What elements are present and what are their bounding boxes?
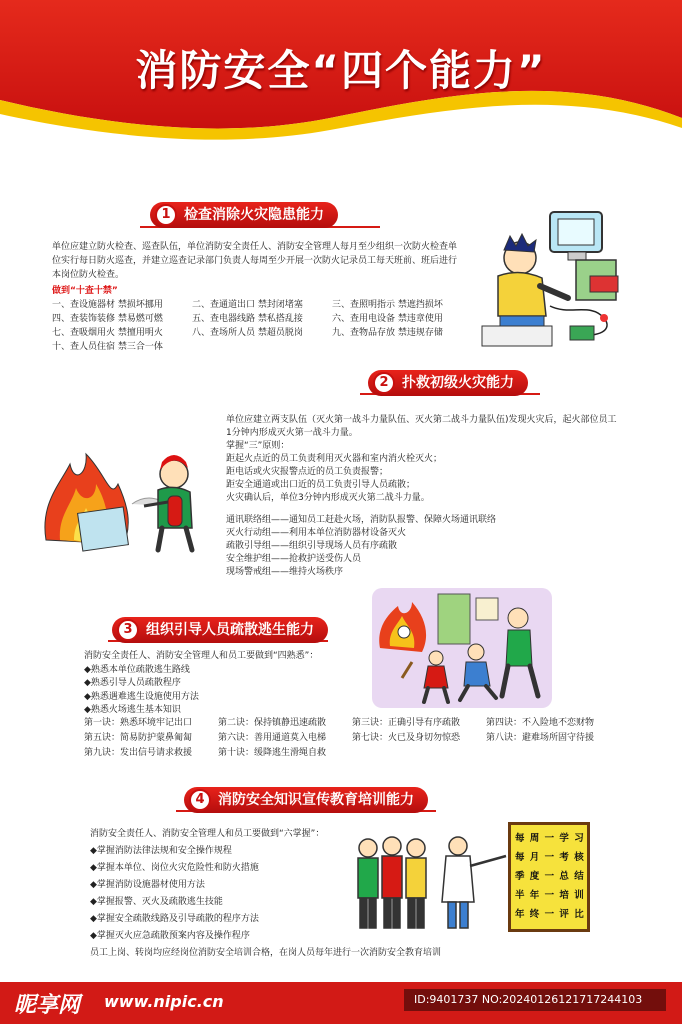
section-1-checklist (52, 298, 443, 354)
section-1-paragraph (52, 240, 457, 282)
section-2-paragraph (226, 414, 617, 505)
checklist-item: 二、查通道出口 禁封闭堵塞 (192, 300, 303, 310)
checklist-row (52, 326, 443, 340)
section-1-number: 1 (155, 204, 177, 226)
section-1-subhead: 做到“十查十禁” (52, 286, 118, 296)
group-line: 灭火行动组——利用本单位消防器材设备灭火 (226, 528, 407, 538)
paragraph-line: 距安全通道或出口近的员工负责引导人员疏散； (226, 480, 416, 490)
section-3-tips (84, 716, 594, 761)
tip-item: 第四诀：不入险地不恋财物 (486, 718, 595, 728)
training-illustration (350, 826, 510, 936)
section-1-title: 检查消除火灾隐患能力 (184, 207, 324, 223)
tip-item: 第七诀：火已及身切勿惊恐 (352, 733, 461, 743)
checklist-item: 八、查场所人员 禁超员脱岗 (192, 328, 303, 338)
bullet-item: ◆熟悉引导人员疏散程序 (84, 678, 181, 688)
tip-item: 第二诀：保持镇静迅速疏散 (218, 718, 327, 728)
section-3-title: 组织引导人员疏散逃生能力 (146, 622, 314, 638)
watermark-logo: 昵享网 (14, 993, 81, 1018)
group-line: 现场警戒组——维持火场秩序 (226, 567, 344, 577)
bullet-item: ◆熟悉本单位疏散逃生路线 (84, 664, 190, 675)
tip-item: 第六诀：善用通道莫入电梯 (218, 733, 327, 743)
section-1-heading (150, 202, 338, 228)
checklist-item: 四、查装饰装修 禁易燃可燃 (52, 314, 163, 324)
checklist-row (52, 298, 443, 312)
tips-row (84, 716, 594, 731)
section-4-heading (184, 787, 428, 813)
board-line: 每 周 一 学 习 (515, 833, 585, 844)
tip-item: 第九诀：发出信号请求救援 (84, 748, 193, 758)
tip-item: 第一诀：熟悉环境牢记出口 (84, 718, 193, 728)
group-line: 疏散引导组——组织引导现场人员有序疏散 (226, 541, 398, 551)
section-3-heading (112, 617, 328, 643)
training-board (508, 822, 590, 932)
bullet-item: ◆掌握本单位、岗位火灾危险性和防火措施 (90, 863, 259, 873)
tip-item: 第十诀：缓降逃生滑绳自救 (218, 748, 327, 758)
paragraph-line: 掌握“三”原则： (226, 441, 290, 451)
group-line: 通讯联络组——通知员工赶赴火场，消防队报警、保障火场通讯联络 (226, 515, 497, 525)
watermark-id: ID:9401737 NO:20240126121717244103 (404, 989, 666, 1011)
board-line: 季 度 一 总 结 (515, 871, 585, 882)
board-line: 年 终 一 评 比 (515, 909, 585, 920)
closing-line: 员工上岗、转岗均应经岗位消防安全培训合格，在岗人员每年进行一次消防安全教育培训 (90, 948, 442, 958)
board-line: 半 年 一 培 训 (515, 890, 585, 901)
section-2-title: 扑救初级火灾能力 (402, 375, 514, 391)
bullet-item: ◆熟悉遇难逃生设施使用方法 (84, 691, 199, 702)
intro-line: 消防安全责任人、消防安全管理人和员工要做到“六掌握”： (90, 829, 325, 839)
section-2-number: 2 (373, 372, 395, 394)
bullet-item: ◆掌握安全疏散线路及引导疏散的程序方法 (90, 914, 259, 924)
group-line: 安全维护组——抢救护送受伤人员 (226, 554, 362, 564)
tip-item: 第五诀：简易防护蒙鼻匍匐 (84, 733, 193, 743)
bullet-item: ◆掌握灭火应急疏散预案内容及操作程序 (90, 931, 250, 941)
section-4-number: 4 (189, 789, 211, 811)
paragraph-line: 位实行每日防火巡查，并建立巡查记录部门负责人每周至少开展一次防火记录员工每天班前、班后进行 (52, 256, 458, 266)
tips-row (84, 746, 594, 761)
section-2-heading (368, 370, 528, 396)
section-3-list (84, 650, 318, 718)
fire-extinguisher-illustration (40, 444, 220, 554)
checklist-item: 十、查人员住宿 禁三合一体 (52, 342, 163, 352)
page-title: 消防安全“四个能力” (135, 46, 547, 95)
paragraph-line: 本岗位防火检查。 (52, 270, 125, 280)
checklist-item: 七、查吸烟用火 禁擅用明火 (52, 328, 163, 338)
worker-computer-illustration (480, 206, 630, 356)
bullet-item: ◆掌握报警、灭火及疏散逃生技能 (90, 897, 223, 907)
intro-line: 消防安全责任人、消防安全管理人和员工要做到“四熟悉”： (84, 651, 319, 661)
bullet-item: ◆掌握消防法律法规和安全操作规程 (90, 846, 232, 856)
checklist-row (52, 340, 443, 354)
paragraph-line: 距电话或火灾报警点近的员工负责报警； (226, 467, 389, 477)
tips-row (84, 731, 594, 746)
tip-item: 第三诀：正确引导有序疏散 (352, 718, 461, 728)
checklist-item: 九、查物品存放 禁违规存储 (332, 328, 443, 338)
tip-item: 第八诀：避难场所固守待援 (486, 733, 595, 743)
board-line: 每 月 一 考 核 (515, 852, 585, 863)
evacuation-illustration (372, 588, 552, 708)
paragraph-line: 火灾确认后，单位3分钟内形成灭火第二战斗力量。 (226, 493, 430, 503)
paragraph-line: 单位应建立两支队伍（灭火第一战斗力量队伍、灭火第二战斗力量队伍)发现火灾后，起火部位员工 (226, 415, 617, 425)
header-banner (0, 0, 682, 150)
checklist-item: 一、查设施器材 禁损坏挪用 (52, 300, 163, 310)
watermark-url[interactable]: www.nipic.cn (104, 992, 224, 1011)
paragraph-line: 单位应建立防火检查、巡查队伍，单位消防安全责任人、消防安全管理人每月至少组织一次防火检查单 (52, 242, 458, 252)
bullet-item: ◆熟悉火场逃生基本知识 (84, 705, 181, 715)
paragraph-line: 距起火点近的员工负责利用灭火器和室内消火栓灭火； (226, 454, 443, 464)
section-4-title: 消防安全知识宣传教育培训能力 (218, 792, 414, 808)
bullet-item: ◆掌握消防设施器材使用方法 (90, 880, 205, 890)
section-3-number: 3 (117, 619, 139, 641)
paragraph-line: 1分钟内形成灭火第一战斗力量。 (226, 428, 358, 438)
checklist-item: 三、查照明指示 禁遮挡损坏 (332, 300, 443, 310)
checklist-item: 五、查电器线路 禁私搭乱接 (192, 314, 303, 324)
checklist-item: 六、查用电设备 禁违章使用 (332, 314, 443, 324)
checklist-row (52, 312, 443, 326)
section-2-groups (226, 514, 496, 579)
